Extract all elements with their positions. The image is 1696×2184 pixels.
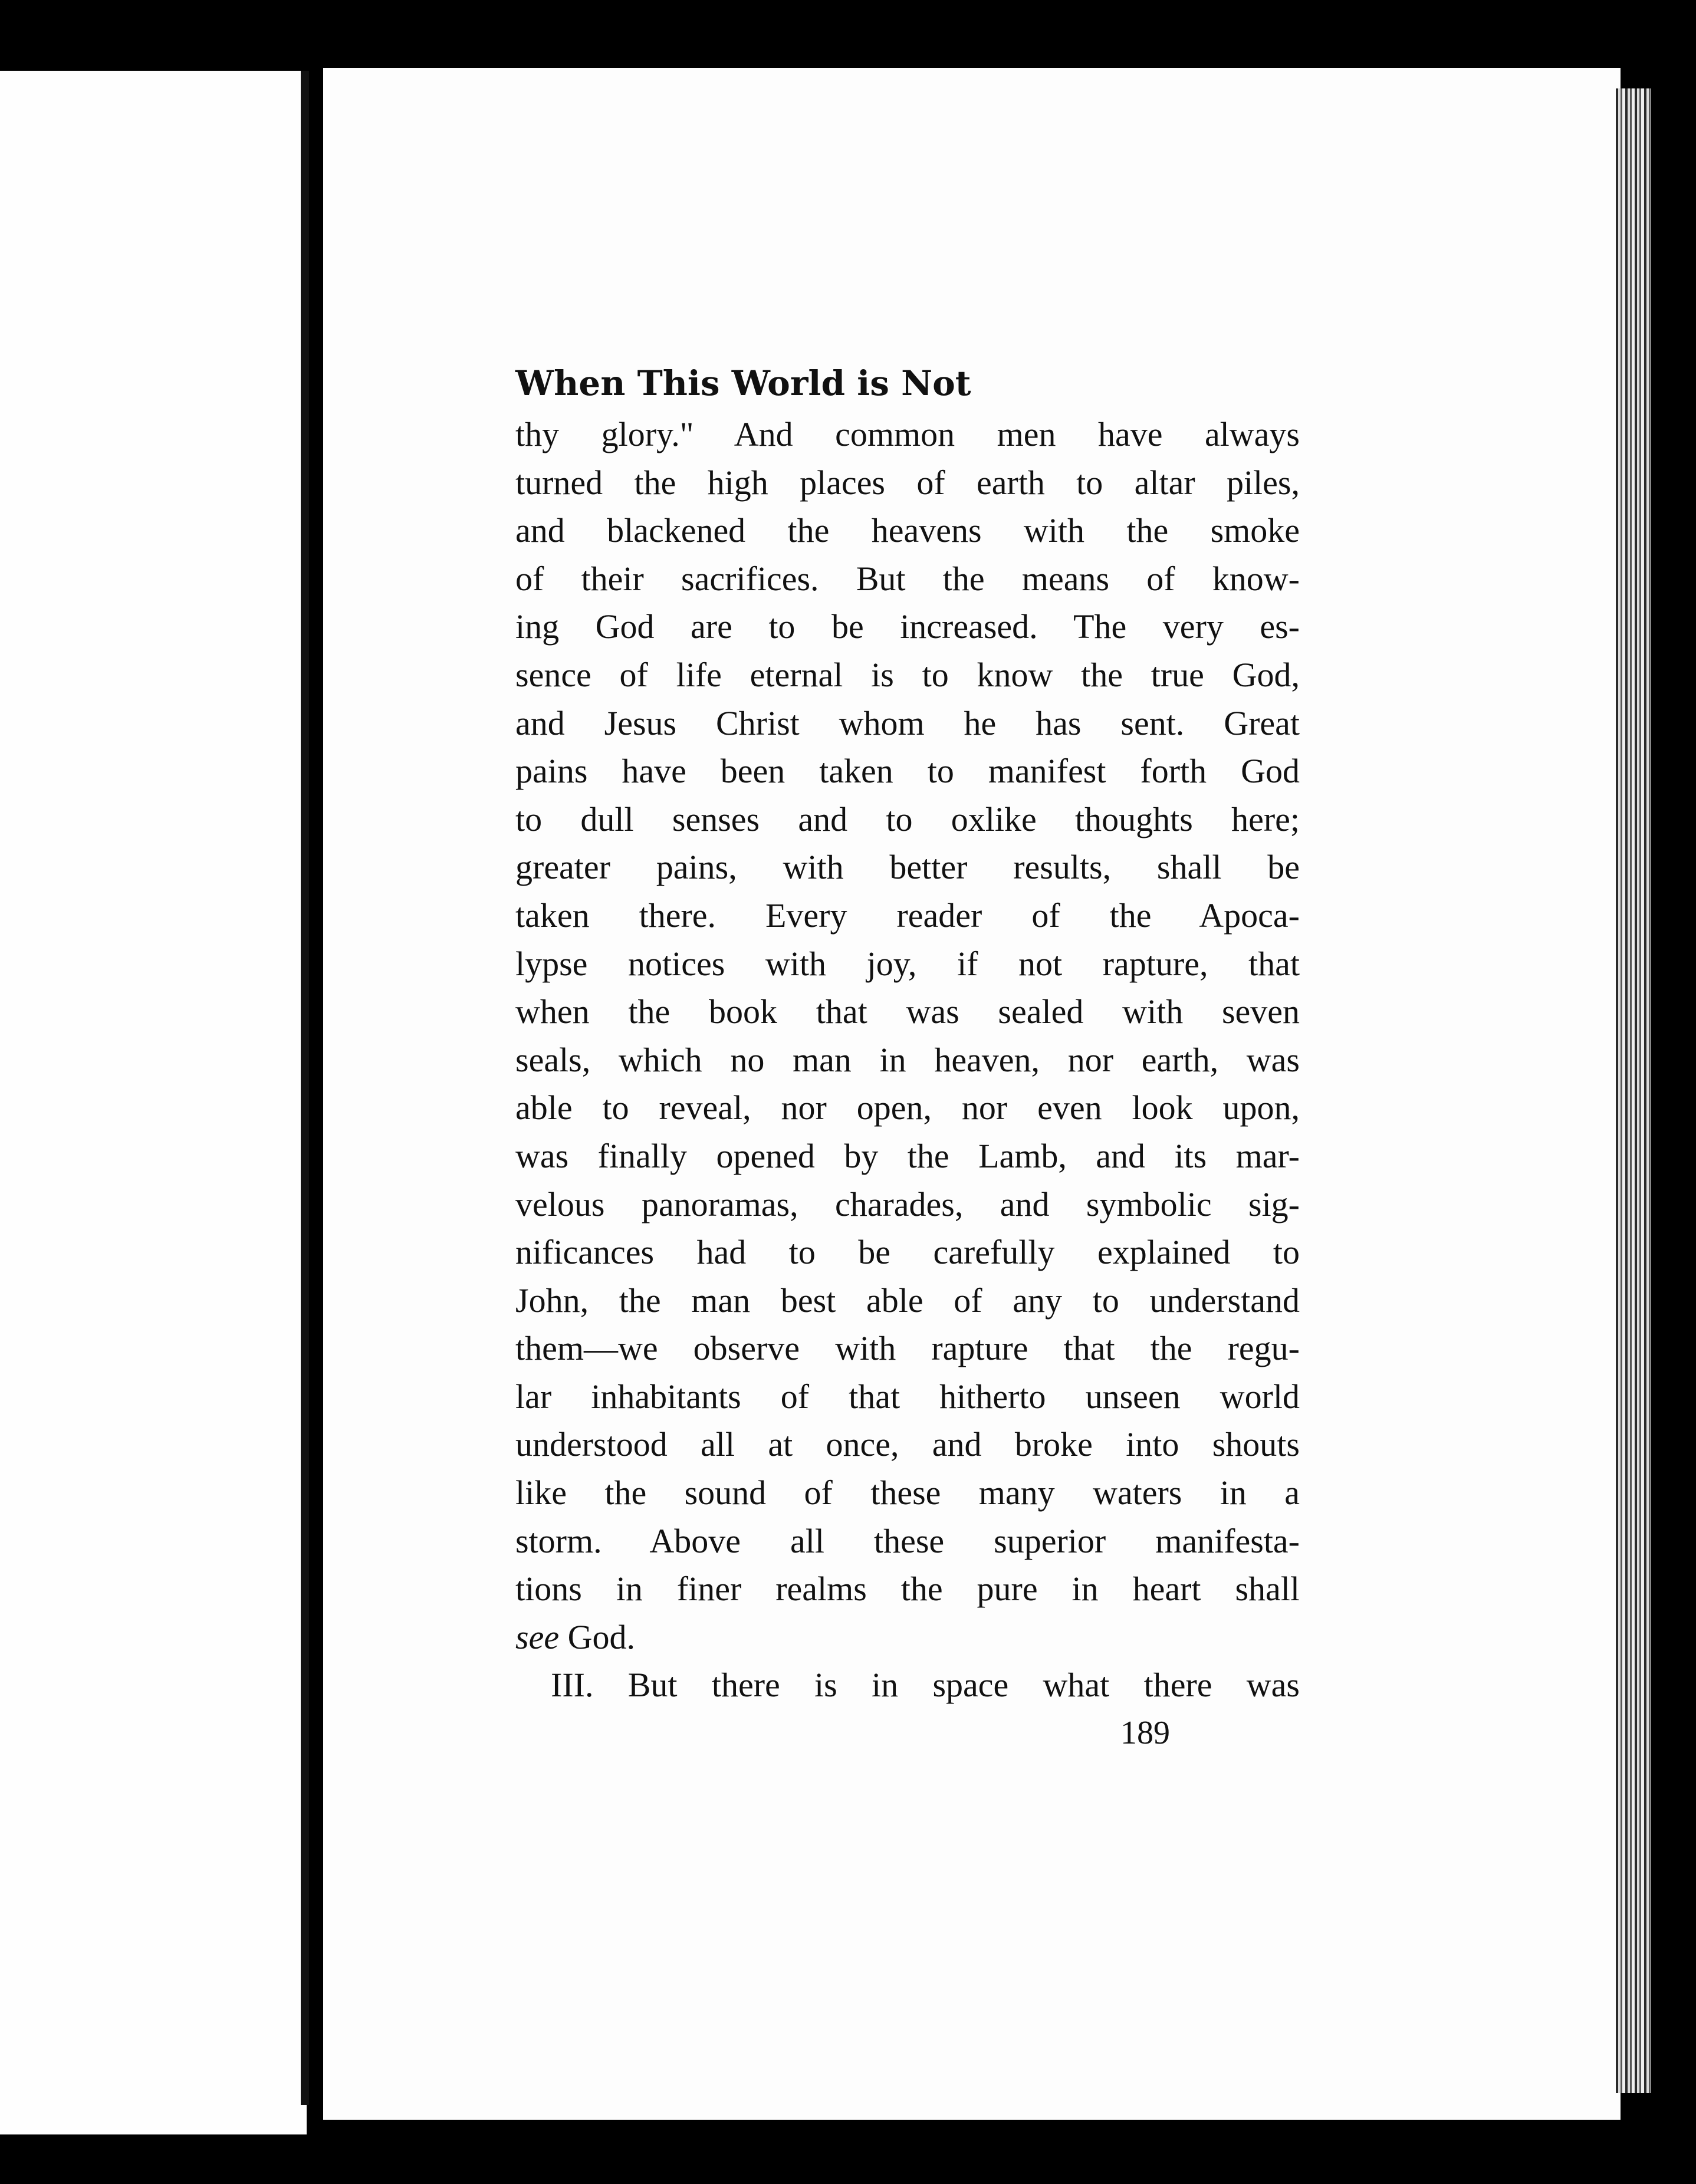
text-line: tions in finer realms the pure in heart shall bbox=[515, 1570, 1300, 1609]
text-line: able to reveal, nor open, nor even look upon, bbox=[515, 1088, 1300, 1127]
text-line: understood all at once, and broke into shouts bbox=[515, 1425, 1300, 1464]
text-line: and Jesus Christ whom he has sent. Great bbox=[515, 703, 1300, 742]
text-line: taken there. Every reader of the Apoca- bbox=[515, 896, 1300, 935]
text-line: and blackened the heavens with the smoke bbox=[515, 511, 1300, 550]
page-number: 189 bbox=[1120, 1715, 1170, 1752]
paragraph-2-first-line: III. But there is in space what there was bbox=[551, 1666, 1300, 1705]
text-line: was finally opened by the Lamb, and its mar- bbox=[515, 1136, 1300, 1175]
text-line: storm. Above all these superior manifesta- bbox=[515, 1521, 1300, 1560]
text-line: them—we observe with rapture that the regu- bbox=[515, 1329, 1300, 1368]
text-line: pains have been taken to manifest forth God bbox=[515, 752, 1300, 791]
left-page-blank bbox=[0, 71, 307, 2134]
text-line: sence of life eternal is to know the true God, bbox=[515, 655, 1300, 694]
text-line: thy glory." And common men have always bbox=[515, 415, 1300, 453]
text-block bbox=[515, 360, 1300, 1757]
text-line-final bbox=[515, 1613, 1300, 1662]
text-line: when the book that was sealed with seven bbox=[515, 992, 1300, 1031]
running-head: When This World is Not bbox=[515, 363, 971, 403]
text-line: seals, which no man in heaven, nor earth, was bbox=[515, 1040, 1300, 1079]
text-line-rest: God. bbox=[559, 1617, 635, 1656]
gutter-shadow bbox=[301, 71, 309, 2105]
text-line: turned the high places of earth to altar piles, bbox=[515, 463, 1300, 502]
italic-word: see bbox=[515, 1617, 560, 1656]
text-line: to dull senses and to oxlike thoughts here; bbox=[515, 800, 1300, 838]
text-line: velous panoramas, charades, and symbolic sig- bbox=[515, 1185, 1300, 1223]
text-line: lar inhabitants of that hitherto unseen world bbox=[515, 1377, 1300, 1416]
text-line: like the sound of these many waters in a bbox=[515, 1473, 1300, 1512]
text-line: greater pains, with better results, shall be bbox=[515, 848, 1300, 887]
paragraph-1 bbox=[515, 410, 1300, 1661]
text-line: of their sacrifices. But the means of know- bbox=[515, 559, 1300, 598]
text-line: nificances had to be carefully explained to bbox=[515, 1233, 1300, 1272]
page-edges bbox=[1616, 88, 1651, 2093]
text-line: John, the man best able of any to understand bbox=[515, 1281, 1300, 1320]
text-line: ing God are to be increased. The very es- bbox=[515, 607, 1300, 646]
text-line: lypse notices with joy, if not rapture, that bbox=[515, 944, 1300, 983]
